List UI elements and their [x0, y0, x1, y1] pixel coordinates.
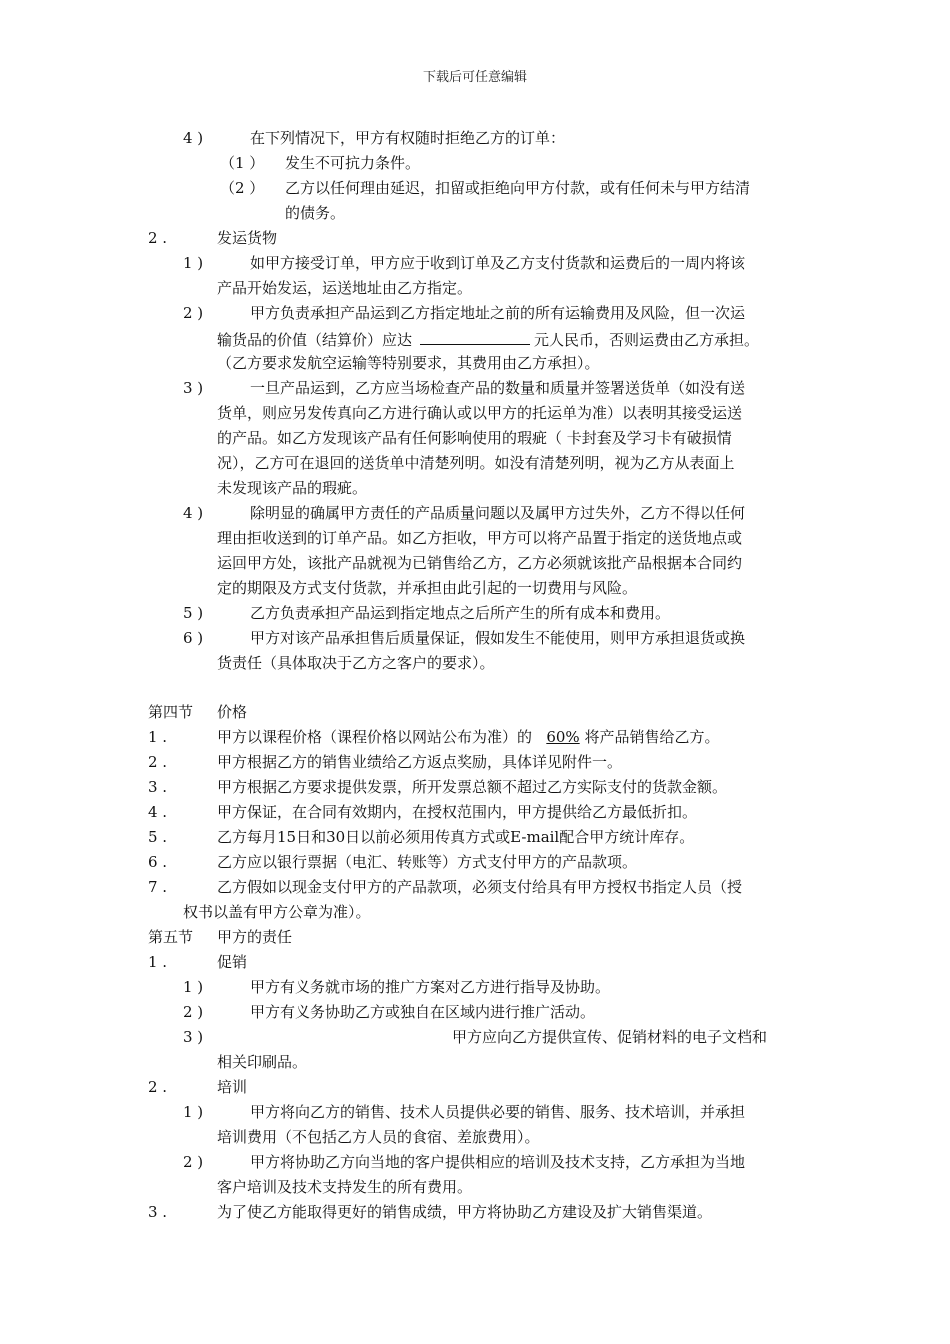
item-number: 5 ) — [183, 604, 204, 622]
item-number: 3 ) — [183, 1028, 204, 1046]
item-number: 1 ) — [183, 1103, 204, 1121]
text-line: 甲方负责承担产品运到乙方指定地址之前的所有运输费用及风险，但一次运 — [250, 304, 746, 322]
section-label: 第四节 — [148, 703, 194, 721]
item-number: 1 . — [148, 728, 168, 746]
text-line: 乙方每月15日和30日以前必须用传真方式或E-mail配合甲方统计库存。 — [217, 828, 695, 846]
text-line: 甲方有义务就市场的推广方案对乙方进行指导及协助。 — [250, 978, 611, 996]
section-number: 2 . — [148, 229, 168, 247]
text-line: 发生不可抗力条件。 — [285, 154, 421, 172]
text-line: 一旦产品运到，乙方应当场检查产品的数量和质量并签署送货单（如没有送 — [250, 379, 746, 397]
item-number: 2 ) — [183, 1153, 204, 1171]
text-line: 货单，则应另发传真向乙方进行确认或以甲方的托运单为准）以表明其接受运送 — [217, 404, 743, 422]
item-number: 3 ) — [183, 379, 204, 397]
text-line: 除明显的确属甲方责任的产品质量问题以及属甲方过失外，乙方不得以任何 — [250, 504, 746, 522]
text-line: 甲方根据乙方的销售业绩给乙方返点奖励，具体详见附件一。 — [217, 753, 623, 771]
text-line: 货责任（具体取决于乙方之客户的要求）。 — [217, 654, 495, 672]
item-number: 1 ) — [183, 978, 204, 996]
text-line: 甲方有义务协助乙方或独自在区域内进行推广活动。 — [250, 1003, 596, 1021]
text-line: 权书以盖有甲方公章为准）。 — [183, 903, 371, 921]
item-number: 2 . — [148, 753, 168, 771]
section-heading: 促销 — [217, 953, 248, 971]
item-number: 2 ) — [183, 1003, 204, 1021]
text-line: 乙方应以银行票据（电汇、转账等）方式支付甲方的产品款项。 — [217, 853, 638, 871]
text-line: 为了使乙方能取得更好的销售成绩，甲方将协助乙方建设及扩大销售渠道。 — [217, 1203, 713, 1221]
section-number: 3 . — [148, 1203, 168, 1221]
text-line: 况），乙方可在退回的送货单中清楚列明。如没有清楚列明，视为乙方从表面上 — [217, 454, 735, 472]
amount-blank — [420, 328, 530, 345]
item-number: （1 ） — [220, 154, 265, 172]
text-line: 甲方保证，在合同有效期内，在授权范围内，甲方提供给乙方最低折扣。 — [217, 803, 698, 821]
text-line: 甲方应向乙方提供宣传、促销材料的电子文档和 — [452, 1028, 768, 1046]
item-number: 6 ) — [183, 629, 204, 647]
text-line: 培训费用（不包括乙方人员的食宿、差旅费用）。 — [217, 1128, 540, 1146]
section-label: 第五节 — [148, 928, 194, 946]
section-number: 1 . — [148, 953, 168, 971]
text-line: 定的期限及方式支付货款，并承担由此引起的一切费用与风险。 — [217, 579, 638, 597]
item-number: 4 ) — [183, 504, 204, 522]
item-number: 4 ) — [183, 129, 204, 147]
text-line: 甲方根据乙方要求提供发票，所开发票总额不超过乙方实际支付的货款金额。 — [217, 778, 728, 796]
section-number: 2 . — [148, 1078, 168, 1096]
text-line: 输货品的价值（结算价）应达 元人民币，否则运费由乙方承担。 — [217, 328, 759, 350]
text-line: 乙方负责承担产品运到指定地点之后所产生的所有成本和费用。 — [250, 604, 671, 622]
item-number: 6 . — [148, 853, 168, 871]
text-line: 在下列情况下，甲方有权随时拒绝乙方的订单： — [250, 129, 566, 147]
section-heading: 价格 — [217, 703, 248, 721]
text-line: 的产品。如乙方发现该产品有任何影响使用的瑕疵（ 卡封套及学习卡有破损情 — [217, 429, 732, 447]
text-line: 未发现该产品的瑕疵。 — [217, 479, 368, 497]
text-line: 甲方对该产品承担售后质量保证，假如发生不能使用，则甲方承担退货或换 — [250, 629, 746, 647]
text-line: 乙方假如以现金支付甲方的产品款项，必须支付给具有甲方授权书指定人员（授 — [217, 878, 743, 896]
text-line: 产品开始发运，运送地址由乙方指定。 — [217, 279, 473, 297]
page-header: 下载后可任意编辑 — [422, 70, 527, 85]
text-line: 甲方以课程价格（课程价格以网站公布为准）的 60% 将产品销售给乙方。 — [217, 728, 720, 746]
item-number: 4 . — [148, 803, 168, 821]
item-number: 1 ) — [183, 254, 204, 272]
text-line: 的债务。 — [285, 204, 346, 222]
text-line: 乙方以任何理由延迟，扣留或拒绝向甲方付款，或有任何未与甲方结清 — [285, 179, 751, 197]
text-line: 运回甲方处，该批产品就视为已销售给乙方，乙方必须就该批产品根据本合同约 — [217, 554, 743, 572]
section-heading: 甲方的责任 — [217, 928, 293, 946]
text-line: 相关印刷品。 — [217, 1053, 308, 1071]
text-line: 客户培训及技术支持发生的所有费用。 — [217, 1178, 473, 1196]
text-line: 甲方将协助乙方向当地的客户提供相应的培训及技术支持，乙方承担为当地 — [250, 1153, 746, 1171]
item-number: 3 . — [148, 778, 168, 796]
item-number: 7 . — [148, 878, 168, 896]
text-line: （乙方要求发航空运输等特别要求，其费用由乙方承担）。 — [217, 354, 600, 372]
text-line: 理由拒收送到的订单产品。如乙方拒收，甲方可以将产品置于指定的送货地点或 — [217, 529, 743, 547]
item-number: 5 . — [148, 828, 168, 846]
text-line: 如甲方接受订单，甲方应于收到订单及乙方支付货款和运费后的一周内将该 — [250, 254, 746, 272]
discount-rate: 60% — [546, 728, 580, 746]
item-number: （2 ） — [220, 179, 265, 197]
section-heading: 培训 — [217, 1078, 248, 1096]
item-number: 2 ) — [183, 304, 204, 322]
text-line: 甲方将向乙方的销售、技术人员提供必要的销售、服务、技术培训，并承担 — [250, 1103, 746, 1121]
section-heading: 发运货物 — [217, 229, 278, 247]
